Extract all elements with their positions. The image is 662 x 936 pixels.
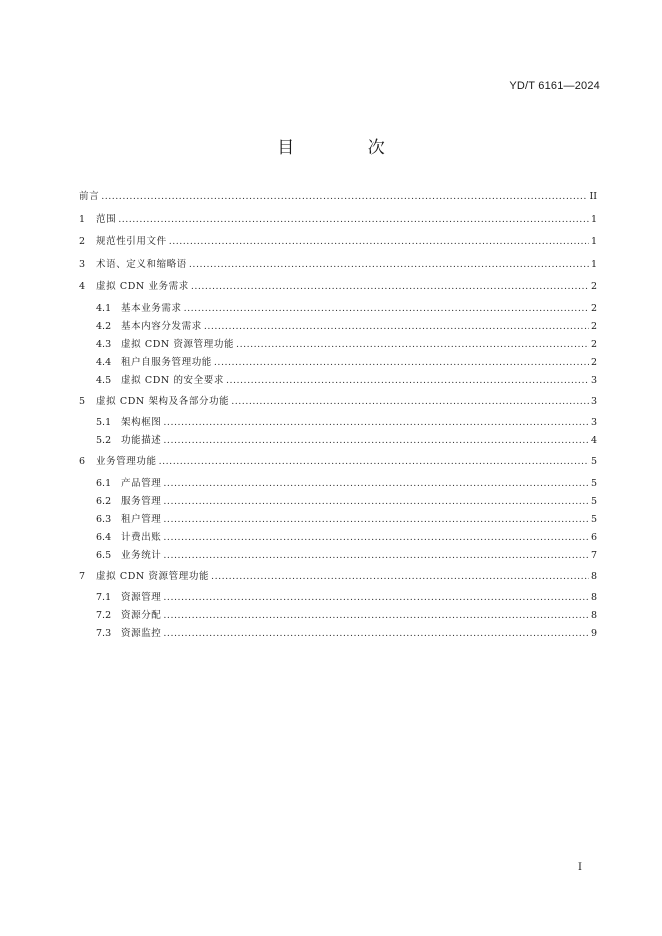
toc-heading: 目 次 [277, 138, 419, 158]
toc-entry-page: 3 [590, 374, 597, 386]
toc-entry-number: 1 [79, 213, 86, 225]
toc-entry-label: 虚拟 CDN 资源管理功能 [96, 570, 210, 582]
toc-subentry[interactable] [79, 300, 597, 318]
toc-entry-label: 资源分配 [121, 610, 162, 621]
dot-leader [204, 318, 589, 336]
dot-leader [163, 414, 589, 432]
toc-entry-number: 7 [79, 570, 86, 582]
toc-entry[interactable] [79, 254, 597, 277]
toc-subentry[interactable] [79, 529, 597, 547]
dot-leader [163, 547, 589, 565]
toc-entry-number: 6.5 [96, 549, 112, 561]
dot-leader [236, 336, 589, 354]
toc-entry-label: 范围 [96, 213, 117, 225]
toc-entry-number: 4.1 [96, 302, 112, 314]
toc-entry-page: 1 [590, 213, 597, 225]
toc-entry[interactable] [79, 231, 597, 254]
dot-leader [184, 300, 589, 318]
toc-entry-number: 4.3 [96, 338, 112, 350]
toc-entry-number: 6.3 [96, 513, 112, 525]
toc-entry-label: 架构框图 [121, 417, 162, 428]
toc-entry-label: 术语、定义和缩略语 [96, 258, 187, 270]
toc-entry[interactable] [79, 209, 597, 232]
toc-entry-page: 4 [590, 435, 597, 446]
toc-entry-number: 3 [79, 258, 86, 270]
toc-entry-number: 6 [79, 456, 86, 467]
toc-entry-label: 计费出账 [121, 531, 162, 543]
toc-entry-label: 租户自服务管理功能 [121, 356, 212, 368]
dot-leader [163, 625, 589, 643]
toc-entry-page: 1 [590, 258, 597, 270]
dot-leader [191, 276, 589, 299]
toc-entry-page: 5 [590, 513, 597, 525]
toc-entry-number: 5.2 [96, 435, 112, 446]
toc-entry-page: 7 [590, 549, 597, 561]
toc-entry-label: 服务管理 [121, 495, 162, 507]
toc-entry-page: 8 [590, 610, 597, 621]
toc-subentry[interactable] [79, 547, 597, 565]
toc-subentry[interactable] [79, 318, 597, 336]
toc-subentry[interactable] [79, 354, 597, 372]
toc-entry-number: 4 [79, 281, 86, 292]
dot-leader [163, 475, 589, 493]
toc-entry-label: 基本业务需求 [121, 302, 182, 314]
toc-entry-label: 虚拟 CDN 架构及各部分功能 [96, 395, 230, 407]
toc-entry-page: 8 [590, 570, 597, 582]
toc-entry-number: 4.2 [96, 320, 112, 332]
toc-entry-number: 5 [79, 395, 86, 407]
toc-entry-label: 基本内容分发需求 [121, 320, 202, 332]
dot-leader [159, 451, 589, 474]
toc-entry-label: 业务统计 [121, 549, 162, 561]
toc-subentry[interactable] [79, 432, 597, 450]
toc-entry-page: 5 [590, 477, 597, 489]
toc-entry-page: 2 [590, 302, 597, 314]
toc-entry[interactable] [79, 186, 597, 209]
toc-subentry[interactable] [79, 475, 597, 493]
toc-entry-number: 6.4 [96, 531, 112, 543]
toc-subentry[interactable] [79, 607, 597, 625]
toc-entry-number: 7.1 [96, 592, 112, 603]
toc-entry-page: 2 [590, 356, 597, 368]
toc-entry-page: 1 [590, 236, 597, 247]
toc-entry-number: 4.5 [96, 374, 112, 386]
toc-subentry[interactable] [79, 511, 597, 529]
toc-subentry[interactable] [79, 336, 597, 354]
toc-entry-number: 2 [79, 236, 86, 247]
toc-entry-page: 2 [590, 338, 597, 350]
toc-entry-label: 虚拟 CDN 业务需求 [96, 281, 189, 292]
toc-entry-page: 5 [590, 495, 597, 507]
dot-leader [226, 372, 589, 390]
toc-entry[interactable] [79, 391, 597, 414]
toc-entry-label: 前言 [79, 191, 100, 202]
toc-entry-page: 2 [590, 281, 597, 292]
toc-entry-label: 资源监控 [121, 628, 162, 639]
toc-entry-label: 虚拟 CDN 的安全要求 [121, 374, 224, 386]
toc-entry-number: 6.1 [96, 477, 112, 489]
dot-leader [118, 209, 589, 232]
toc-entry-page: 3 [590, 395, 597, 407]
toc-entry-page: 6 [590, 531, 597, 543]
dot-leader [163, 589, 589, 607]
toc-entry-label: 资源管理 [121, 592, 162, 603]
dot-leader [163, 493, 589, 511]
toc-entry-number: 6.2 [96, 495, 112, 507]
toc-entry-label: 功能描述 [121, 435, 162, 446]
toc-entry-number: 4.4 [96, 356, 112, 368]
toc-entry-label: 规范性引用文件 [96, 236, 167, 247]
dot-leader [169, 231, 589, 254]
document-code: YD/T 6161—2024 [509, 80, 600, 92]
dot-leader [214, 354, 589, 372]
dot-leader [211, 566, 589, 589]
toc-entry-number: 5.1 [96, 417, 112, 428]
toc-entry-page: 9 [590, 628, 597, 639]
dot-leader [163, 529, 589, 547]
dot-leader [163, 511, 589, 529]
toc-entry-page: II [589, 191, 597, 202]
dot-leader [231, 391, 589, 414]
dot-leader [163, 432, 589, 450]
dot-leader [189, 254, 589, 277]
toc-entry-page: 3 [590, 417, 597, 428]
toc-entry-label: 业务管理功能 [96, 456, 157, 467]
toc-entry[interactable] [79, 451, 597, 474]
toc-entry-number: 7.2 [96, 610, 112, 621]
toc-subentry[interactable] [79, 372, 597, 390]
dot-leader [163, 607, 589, 625]
toc-entry[interactable] [79, 276, 597, 299]
toc-entry-page: 5 [590, 456, 597, 467]
table-of-contents [79, 186, 597, 643]
toc-subentry[interactable] [79, 589, 597, 607]
toc-entry-label: 租户管理 [121, 513, 162, 525]
toc-entry-label: 虚拟 CDN 资源管理功能 [121, 338, 235, 350]
page-number: I [578, 862, 582, 873]
toc-entry-page: 2 [590, 320, 597, 332]
toc-entry-number: 7.3 [96, 628, 112, 639]
toc-subentry[interactable] [79, 625, 597, 643]
toc-subentry[interactable] [79, 493, 597, 511]
toc-entry-label: 产品管理 [121, 477, 162, 489]
toc-entry-page: 8 [590, 592, 597, 603]
toc-entry[interactable] [79, 566, 597, 589]
toc-subentry[interactable] [79, 414, 597, 432]
dot-leader [101, 186, 587, 209]
